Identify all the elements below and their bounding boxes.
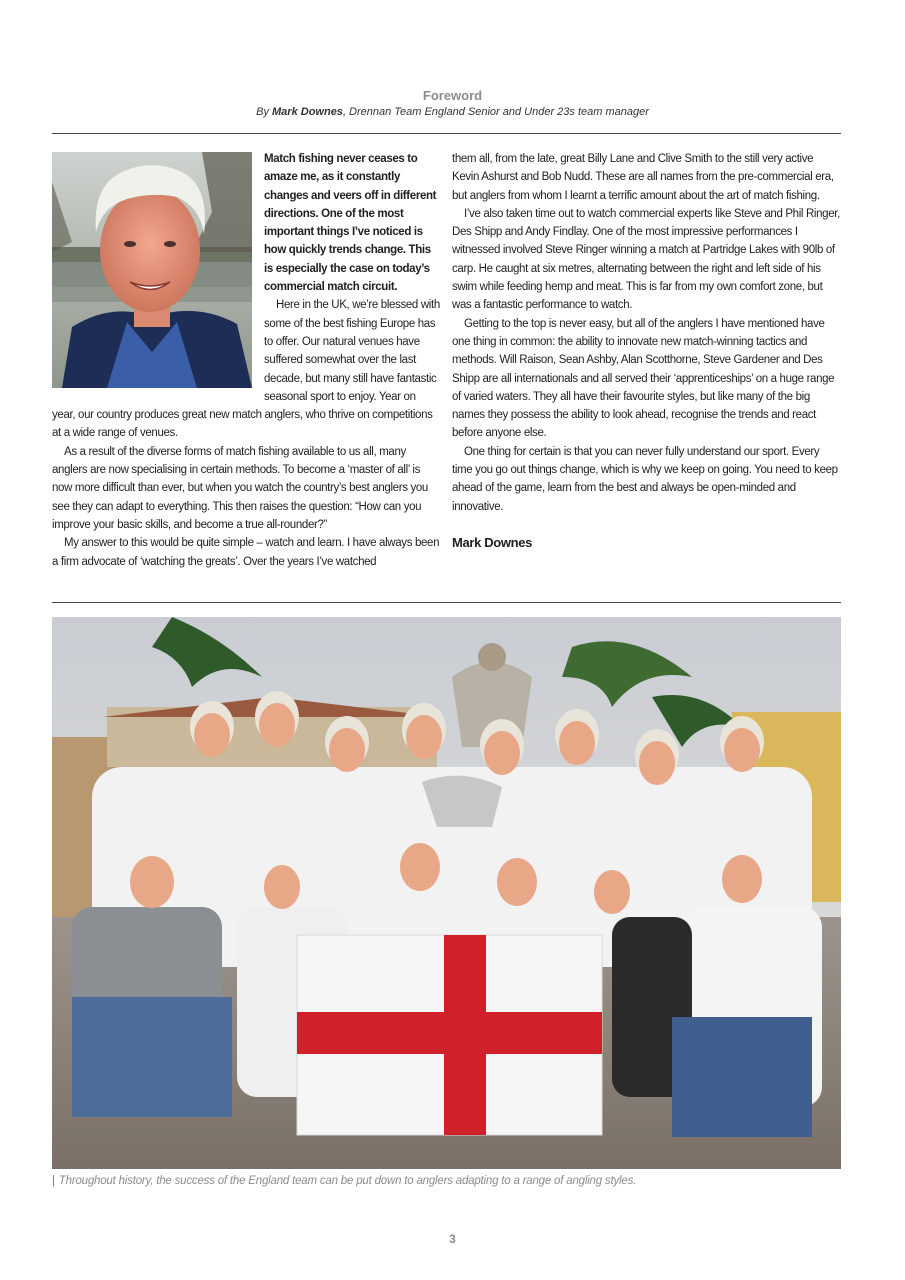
- page-title: Foreword: [422, 88, 483, 103]
- section-divider: [52, 602, 841, 603]
- body-paragraph: Here in the UK, we’re blessed with some of the best fishing Europe has to offer. Our natural venues have suffered somewhat over the last decade, but many still have fantastic seasonal sport to enjoy. Year on year, our country produces great new match anglers, who thrive on competitions at a wide range of venues.: [52, 299, 440, 440]
- body-paragraph: My answer to this would be quite simple – watch and learn. I have always been a firm advocate of ‘watching the greats’. Over the years I’ve watched: [52, 537, 440, 568]
- photo-caption: [52, 1175, 841, 1187]
- body-paragraph: I’ve also taken time out to watch commercial experts like Steve and Phil Ringer, Des Shipp and Andy Findlay. One of the most impressive performances I witnessed involved Steve Ringer winning a match at Partridge Lakes with 90lb of carp. He caught at six metres, alternating between the right and left side of his swim while feeding hemp and meat. This is far from my own comfort zone, but was a fantastic performance to watch.: [452, 207, 840, 312]
- body-paragraph: them all, from the late, great Billy Lane and Clive Smith to the still very active Kevin Ashurst and Bob Nudd. These are all names from the pre-commercial era, but anglers from whom I learnt a terrific amount about the art of match fishing.: [452, 153, 834, 202]
- byline-author: Mark Downes: [272, 106, 343, 118]
- body-paragraph: One thing for certain is that you can never fully understand our sport. Every time you go out things change, which is why we keep on going. You need to keep ahead of the game, learn from the best and always be open-minded and innovative.: [452, 445, 838, 513]
- lead-paragraph: Match fishing never ceases to amaze me, as it constantly changes and veers off in different directions. One of the most important things I’ve noticed is how quickly trends change. This is especially the case on today’s commercial match circuit.: [264, 153, 437, 294]
- article-column-left: [52, 150, 440, 571]
- byline: [0, 104, 905, 120]
- team-photo: [52, 617, 841, 1169]
- body-paragraph: Getting to the top is never easy, but all of the anglers I have mentioned have one thing in common: the ability to innovate new match-winning tactics and methods. Will Raison, Sean Ashby, Alan Scotthorne, Steve Gardener and Des Shipp are all internationals and all served their ‘apprenticeships’ on a huge range of varied waters. They all have their favourite styles, but like many of the big names they possess the ability to look ahead, recognise the trends and react before anyone else.: [452, 317, 835, 440]
- author-portrait: [52, 152, 252, 388]
- author-signature: Mark Downes: [452, 534, 532, 550]
- page-header: [0, 88, 905, 120]
- byline-prefix: By: [256, 106, 273, 118]
- byline-role: , Drennan Team England Senior and Under 23s team manager: [342, 106, 649, 118]
- article-column-right: [452, 150, 842, 552]
- body-paragraph: As a result of the diverse forms of match fishing available to us all, many anglers are now specialising in certain methods. To become a ‘master of all’ is now more difficult than ever, but when you watch the country’s best anglers you see they can adapt to everything. This then raises the question: “How can you improve your basic skills, and become a true all-rounder?”: [52, 445, 428, 531]
- header-divider: [52, 133, 841, 134]
- page-number: 3: [449, 1232, 456, 1246]
- caption-text: Throughout history, the success of the England team can be put down to anglers adapting to a range of angling styles.: [58, 1175, 637, 1187]
- caption-bar: |: [52, 1175, 55, 1187]
